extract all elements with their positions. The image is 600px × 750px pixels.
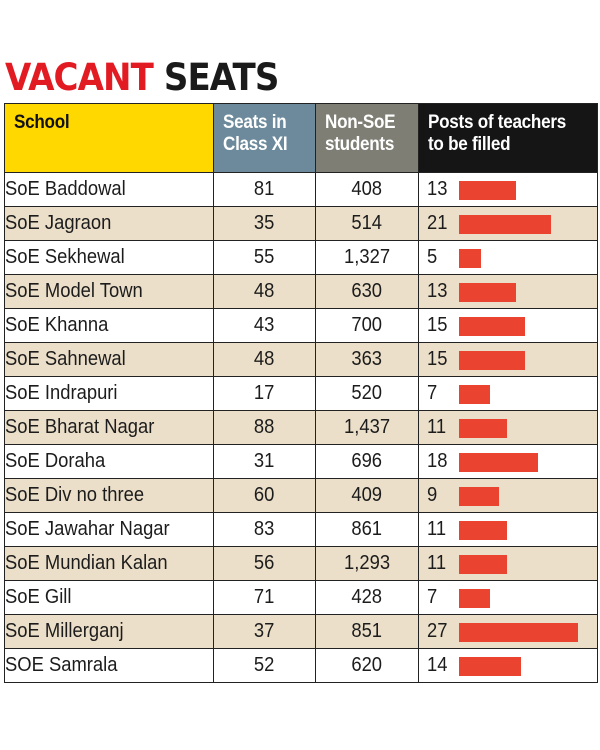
seats-cell: 81 [214,173,316,207]
posts-value: 11 [427,416,447,438]
table-row [5,275,598,309]
seats-cell: 37 [214,615,316,649]
posts-value: 15 [427,314,448,336]
posts-value: 13 [427,280,448,302]
posts-bar [459,521,507,540]
seats-cell: 56 [214,547,316,581]
table-row [5,377,598,411]
seats-cell: 55 [214,241,316,275]
posts-value: 14 [427,654,448,676]
posts-bar [459,215,551,234]
table-row [5,411,598,445]
title-seats: SEATS [163,56,279,99]
header-seats-class-xi: Seats in Class XI [214,104,316,173]
posts-value: 11 [427,552,447,574]
table-row [5,649,598,683]
seats-cell: 71 [214,581,316,615]
non-soe-cell: 514 [316,207,419,241]
non-soe-cell: 861 [316,513,419,547]
posts-cell [419,479,598,513]
table-row [5,207,598,241]
posts-cell [419,513,598,547]
seats-cell: 88 [214,411,316,445]
seats-cell: 48 [214,343,316,377]
seats-cell: 31 [214,445,316,479]
table-row [5,581,598,615]
school-name-cell: SOE Samrala [5,649,214,683]
posts-cell [419,173,598,207]
posts-bar [459,657,521,676]
school-name-cell: SoE Sekhewal [5,241,214,275]
non-soe-cell: 409 [316,479,419,513]
posts-value: 21 [427,212,448,234]
table-row [5,615,598,649]
non-soe-cell: 408 [316,173,419,207]
posts-bar [459,351,525,370]
non-soe-cell: 1,327 [316,241,419,275]
posts-value: 5 [427,246,438,268]
table-row [5,479,598,513]
seats-cell: 83 [214,513,316,547]
table-body [5,173,598,683]
school-name-cell: SoE Baddowal [5,173,214,207]
posts-cell [419,377,598,411]
non-soe-cell: 520 [316,377,419,411]
table-row [5,173,598,207]
posts-cell [419,241,598,275]
posts-cell [419,581,598,615]
table-row [5,445,598,479]
posts-bar [459,385,490,404]
posts-bar [459,249,481,268]
school-name-cell: SoE Millerganj [5,615,214,649]
posts-cell [419,275,598,309]
non-soe-cell: 630 [316,275,419,309]
posts-value: 18 [427,450,448,472]
posts-value: 15 [427,348,448,370]
posts-cell [419,343,598,377]
seats-cell: 52 [214,649,316,683]
seats-cell: 48 [214,275,316,309]
header-school: School [5,104,214,173]
school-name-cell: SoE Indrapuri [5,377,214,411]
header-posts-of-teachers: Posts of teachers to be filled [419,104,598,173]
posts-value: 11 [427,518,447,540]
school-name-cell: SoE Doraha [5,445,214,479]
posts-value: 9 [427,484,438,506]
posts-value: 27 [427,620,448,642]
school-name-cell: SoE Bharat Nagar [5,411,214,445]
posts-cell [419,207,598,241]
posts-bar [459,283,516,302]
posts-cell [419,309,598,343]
posts-bar [459,623,578,642]
posts-value: 13 [427,178,448,200]
school-name-cell: SoE Khanna [5,309,214,343]
non-soe-cell: 1,293 [316,547,419,581]
school-name-cell: SoE Sahnewal [5,343,214,377]
school-name-cell: SoE Div no three [5,479,214,513]
table-row [5,241,598,275]
posts-bar [459,453,538,472]
table-row [5,547,598,581]
posts-value: 7 [427,586,438,608]
chart-title [5,56,278,100]
posts-bar [459,555,507,574]
non-soe-cell: 620 [316,649,419,683]
posts-bar [459,419,507,438]
posts-cell [419,649,598,683]
posts-cell [419,547,598,581]
seats-cell: 60 [214,479,316,513]
posts-cell [419,411,598,445]
non-soe-cell: 428 [316,581,419,615]
posts-bar [459,181,516,200]
table-row [5,309,598,343]
non-soe-cell: 1,437 [316,411,419,445]
non-soe-cell: 363 [316,343,419,377]
posts-cell [419,615,598,649]
posts-bar [459,589,490,608]
school-name-cell: SoE Mundian Kalan [5,547,214,581]
posts-cell [419,445,598,479]
posts-bar [459,487,499,506]
table-row [5,343,598,377]
school-name-cell: SoE Model Town [5,275,214,309]
vacant-seats-table [4,103,598,683]
posts-value: 7 [427,382,438,404]
header-non-soe-students: Non-SoE students [316,104,419,173]
school-name-cell: SoE Gill [5,581,214,615]
school-name-cell: SoE Jawahar Nagar [5,513,214,547]
table-row [5,513,598,547]
posts-bar [459,317,525,336]
table-header-row [5,104,598,173]
non-soe-cell: 851 [316,615,419,649]
non-soe-cell: 700 [316,309,419,343]
seats-cell: 35 [214,207,316,241]
title-vacant: VACANT [5,56,153,99]
seats-cell: 17 [214,377,316,411]
seats-cell: 43 [214,309,316,343]
non-soe-cell: 696 [316,445,419,479]
school-name-cell: SoE Jagraon [5,207,214,241]
